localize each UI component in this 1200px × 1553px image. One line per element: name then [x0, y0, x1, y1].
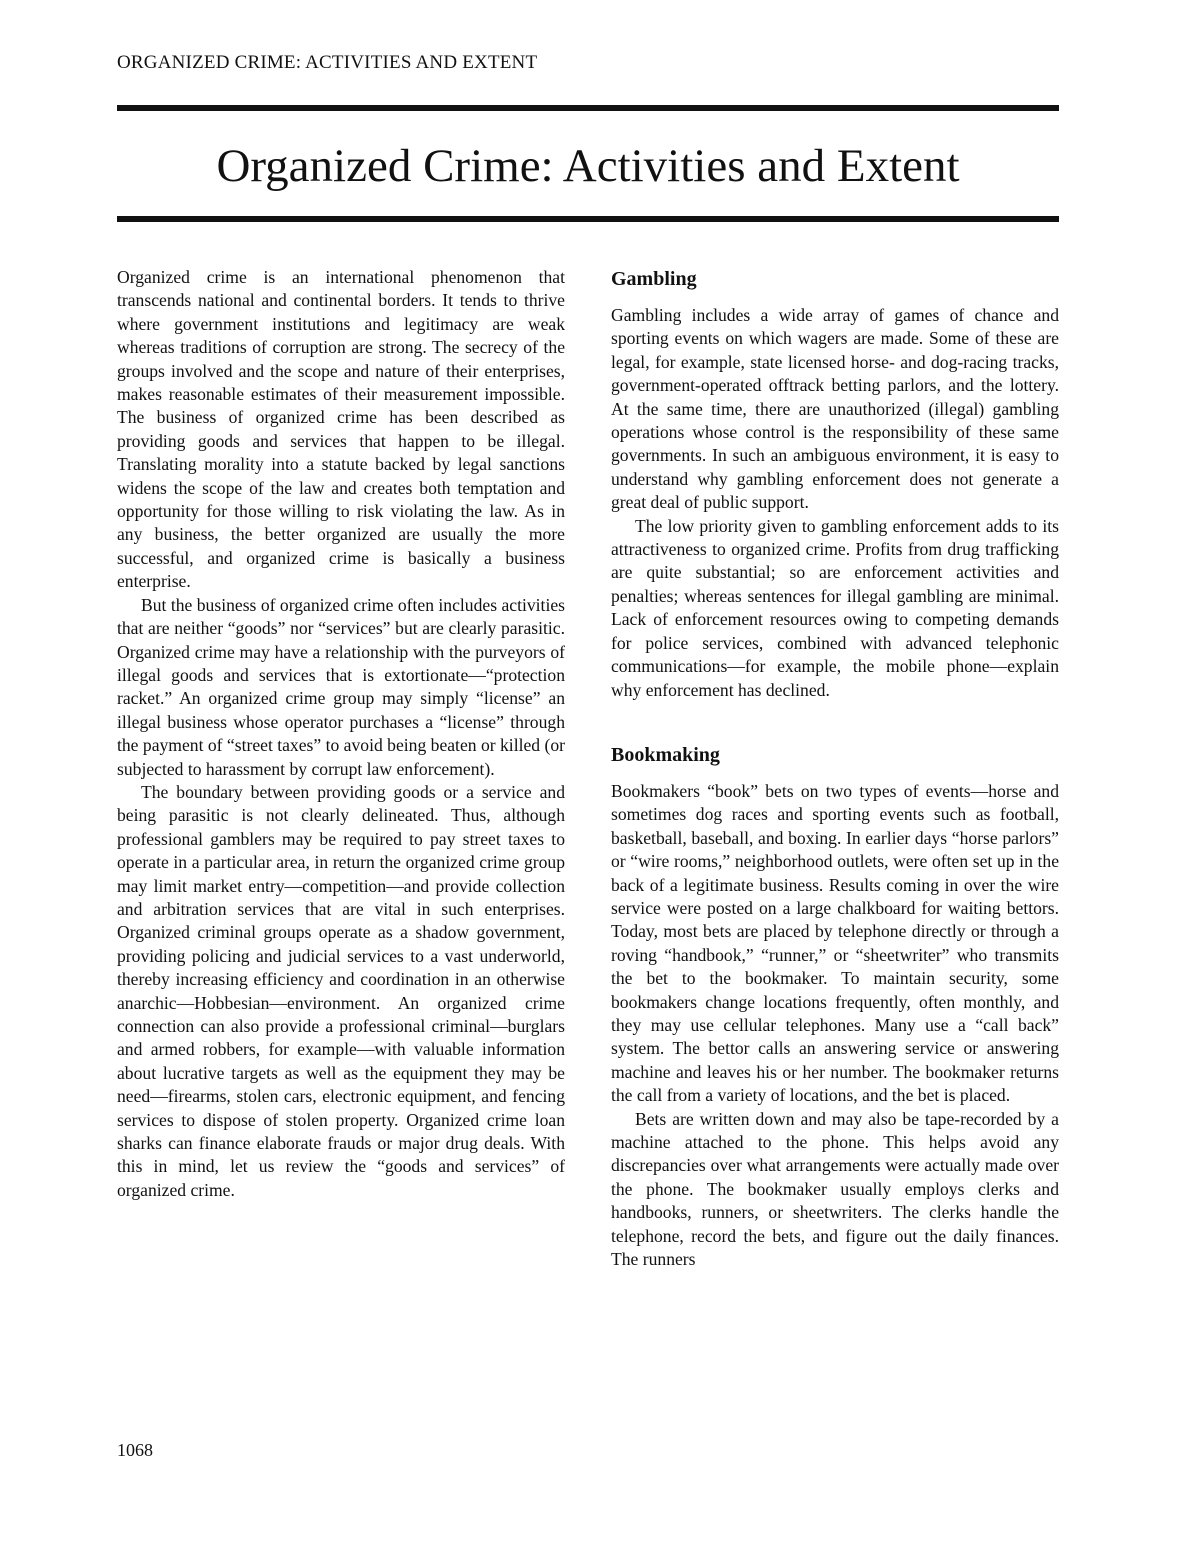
intro-paragraph-1: Organized crime is an international phenomenon that transcends national and continental borders. It tends to thrive where government institutions and legitimacy are weak whereas traditions of corruption are strong. The secrecy of the groups involved and the scope and nature of their enterprises, makes reasonable estimates of their measurement impossible. The business of organized crime has been described as providing goods and services that happen to be illegal. Translating morality into a statute backed by legal sanctions widens the scope of the law and creates both temptation and opportunity for those willing to risk violating the law. As in any business, the better organized are usually the more successful, and organized crime is basically a business enterprise.	[117, 267, 565, 592]
article-title: Organized Crime: Activities and Extent	[216, 140, 960, 192]
running-head: ORGANIZED CRIME: ACTIVITIES AND EXTENT	[117, 52, 538, 73]
gambling-paragraph-1: Gambling includes a wide array of games of chance and sporting events on which wagers are made. Some of these are legal, for example, state licensed horse- and dog-racing tracks, government-operated offtrack betting parlors, and the lottery. At the same time, there are unauthorized (illegal) gambling operations whose control is the responsibility of these same governments. In such an ambiguous environment, it is easy to understand why gambling enforcement does not generate a great deal of public support.	[611, 305, 1059, 513]
bottom-rule	[117, 216, 1059, 222]
intro-paragraph-3: The boundary between providing goods or a service and being parasitic is not clearly delineated. Thus, although professional gamblers may be required to pay street taxes to operate in a particular area, in return the organized crime group may limit market entry—competition—and provide collection and arbitration services that are vital in such enterprises. Organized criminal groups operate as a shadow government, providing policing and judicial services to a vast underworld, thereby increasing efficiency and coordination in an otherwise anarchic—Hobbesian—environment. An organized crime connection can also provide a professional criminal—burglars and armed robbers, for example—with valuable information about lucrative targets as well as the equipment they may be need—firearms, stolen cars, electronic equipment, and fencing services to dispose of stolen property. Organized crime loan sharks can finance elaborate frauds or major drug deals. With this in mind, let us review the “goods and services” of organized crime.	[117, 781, 565, 1200]
page-number: 1068	[117, 1440, 153, 1460]
bookmaking-paragraph-1: Bookmakers “book” bets on two types of events—horse and sometimes dog races and sporting events such as football, basketball, baseball, and boxing. In earlier days “horse parlors” or “wire rooms,” neighborhood outlets, were often set up in the back of a legitimate business. Results coming in over the wire service were posted on a large chalkboard for waiting bettors. Today, most bets are placed by telephone directly or through a roving “handbook,” “runner,” or “sheetwriter” who transmits the bet to the bookmaker. To maintain security, some bookmakers change locations frequently, often monthly, and they may use cellular telephones. Many use a “call back” system. The bettor calls an answering service or answering machine and leaves his or her number. The bookmaker returns the call from a variety of locations, and the bet is placed.	[611, 780, 1059, 1106]
left-column	[117, 266, 565, 1202]
intro-paragraph-2: But the business of organized crime often includes activities that are neither “goods” nor “services” but are clearly parasitic. Organized crime may have a relationship with the purveyors of illegal goods and services that is extortionate—“protection racket.” An organized crime group may simply “license” an illegal business whose operator purchases a “license” through the payment of “street taxes” to avoid being beaten or killed (or subjected to harassment by corrupt law enforcement).	[117, 594, 565, 779]
gambling-paragraph-2: The low priority given to gambling enforcement adds to its attractiveness to organized crime. Profits from drug trafficking are quite substantial; so are enforcement activities and penalties; whereas sentences for illegal gambling are minimal. Lack of enforcement resources owing to competing demands for police services, combined with advanced telephonic communications—for example, the mobile phone—explain why enforcement has declined.	[611, 515, 1059, 700]
bookmaking-heading: Bookmaking	[611, 743, 720, 766]
bookmaking-paragraph-2: Bets are written down and may also be tape-recorded by a machine attached to the phone. This helps avoid any discrepancies over what arrangements were actually made over the phone. The bookmaker usually employs clerks and handbooks, runners, or sheetwriters. The clerks handle the telephone, record the bets, and figure out the daily finances. The runners	[611, 1108, 1059, 1270]
gambling-heading: Gambling	[611, 268, 697, 290]
top-rule	[117, 105, 1059, 111]
right-column	[611, 266, 1059, 1271]
